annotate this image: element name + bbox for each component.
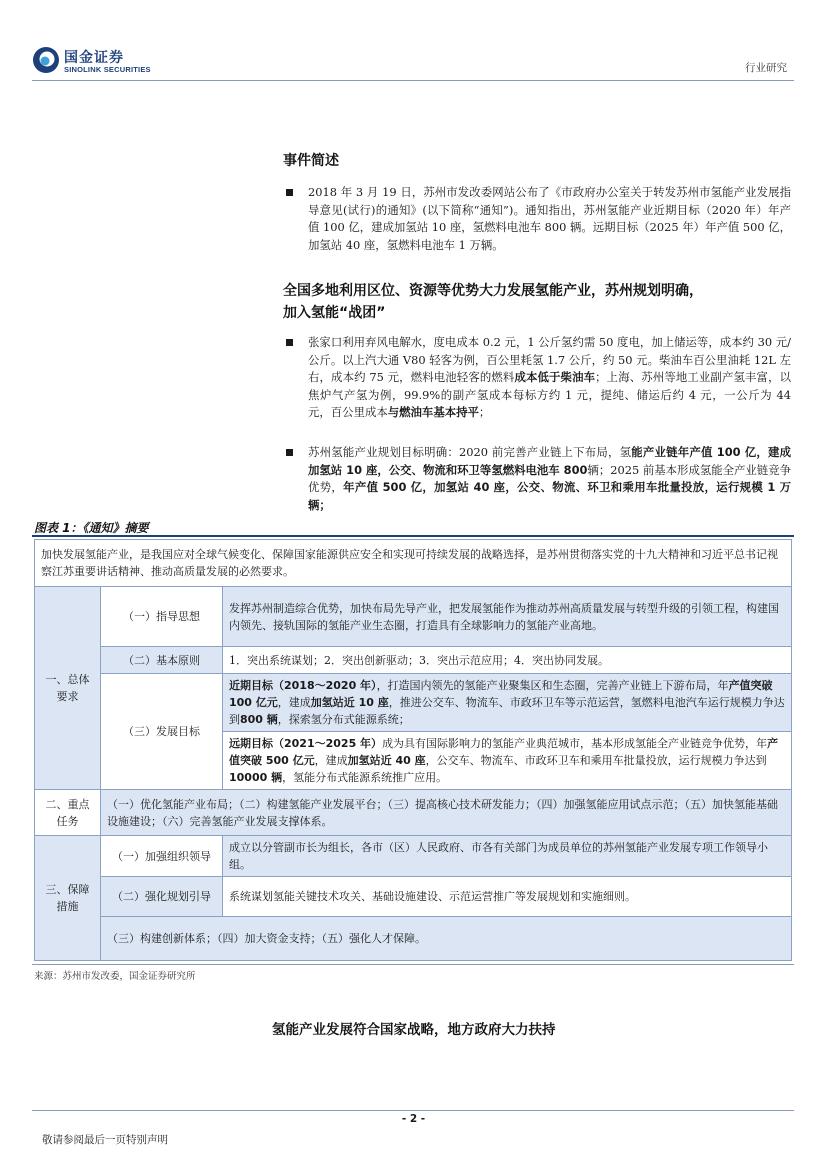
cost-bullet — [286, 334, 791, 422]
key-tasks-text: （一）优化氢能产业布局；（二）构建氢能产业发展平台；（三）提高核心技术研发能力；（四）加强氢能应用试点示范；（五）加快氢能基础设施建设；（六）完善氢能产业发展支撑体系。 — [101, 790, 792, 836]
far-text-1: 成为具有国际影响力的氢能产业典范城市，基本形成氢能全产业链竞争优势，年 — [382, 737, 768, 750]
page-number: - 2 - — [401, 1113, 426, 1125]
disclaimer-note: 敬请参阅最后一页特别声明 — [42, 1134, 168, 1146]
organization-leadership-label: （一）加强组织领导 — [101, 836, 223, 877]
table-bottom-rule — [32, 964, 794, 965]
near-bold-1: 近期目标（2018～2020 年） — [229, 679, 377, 692]
logo-english-name: SINOLINK SECURITIES — [64, 65, 151, 74]
other-safeguards-text: （三）构建创新体系；（四）加大资金支持；（五）强化人才保障。 — [101, 917, 792, 961]
category-safeguards: 三、保障措施 — [35, 836, 101, 961]
near-text-4: ，探索氢分布式能源系统； — [277, 713, 410, 726]
report-category: 行业研究 — [745, 62, 787, 74]
sinolink-logo-icon — [32, 46, 60, 74]
event-summary-title: 事件简述 — [283, 153, 339, 169]
basic-principles-text: 1．突出系统谋划；2．突出创新驱动；3．突出示范应用；4．突出协同发展。 — [223, 647, 792, 674]
near-bold-3: 加氢站近 10 座 — [310, 696, 389, 709]
square-bullet-icon — [286, 449, 293, 456]
table-row — [35, 674, 792, 732]
near-text-2: ，建成 — [277, 696, 311, 709]
section-heading-line2: 加入氢能“战团” — [283, 305, 386, 321]
planning-guidance-text: 系统谋划氢能关键技术攻关、基础设施建设、示范运营推广等发展规划和实施细则。 — [223, 877, 792, 917]
table-row — [35, 587, 792, 647]
event-bullet — [286, 184, 791, 254]
square-bullet-icon — [286, 189, 293, 196]
far-bold-4: 10000 辆 — [229, 771, 283, 784]
cost-bold-1: 成本低于柴油车 — [514, 370, 596, 385]
near-text-1: ，打造国内领先的氢能产业聚集区和生态圈，完善产业链上下游布局，年 — [376, 679, 729, 692]
category-general-requirements: 一、总体要求 — [35, 587, 101, 790]
cost-bold-2: 与燃油车基本持平 — [387, 405, 479, 420]
table-row — [35, 917, 792, 961]
table-row — [35, 540, 792, 587]
near-text-3: ，推进公交车、物流车、市政环卫车等示范运营，氢燃料电池汽车运行规模力争达到 — [229, 696, 785, 726]
far-text-3: ，公交车、物流车、市政环卫车和乘用车批量投放，运行规模力争达到 — [425, 754, 767, 767]
figure-title: 图表 1：《通知》摘要 — [34, 521, 149, 535]
near-bold-2: 产值突破 100 亿元 — [229, 679, 773, 709]
section-heading — [283, 280, 793, 324]
cost-text-1: 张家口利用弃风电解水，度电成本 0.2 元，1 公斤氢约需 50 度电，加上储运等，成本约 30 元/公斤。以上汽大通 V80 轻客为例，百公里耗氢 1.7 公斤，约 50 元。柴油车百公里油耗 12L 左右，成本约 75 元，燃料电池轻客的燃料 — [308, 335, 791, 385]
plan-text-1: 苏州氢能产业规划目标明确：2020 前完善产业链上下布局，氢 — [308, 445, 632, 459]
basic-principles-label: （二）基本原则 — [101, 647, 223, 674]
cost-bullet-text — [308, 334, 791, 422]
table-row — [35, 877, 792, 917]
far-bold-1: 远期目标（2021～2025 年） — [229, 737, 383, 750]
organization-leadership-text: 成立以分管副市长为组长，各市（区）人民政府、市各有关部门为成员单位的苏州氢能产业发展专项工作领导小组。 — [223, 836, 792, 877]
company-logo — [32, 46, 162, 76]
near-term-goal-text — [223, 674, 792, 732]
far-bold-2: 产值突破 500 亿元 — [229, 737, 779, 767]
intro-cell: 加快发展氢能产业，是我国应对全球气候变化、保障国家能源供应安全和实现可持续发展的战略选择，是苏州贯彻落实党的十九大精神和习近平总书记视察江苏重要讲话精神、推动高质量发展的必然要求。 — [35, 540, 792, 587]
figure-source: 来源：苏州市发改委，国金证券研究所 — [34, 971, 196, 982]
cost-text-3: ； — [478, 405, 491, 420]
cost-text-2: ；上海、苏州等地工业副产氢丰富，以焦炉气产氢为例，99.9%的副产氢成本每标方约 1 元，提纯、储运后约 4 元，一公斤为 44 元，百公里成本 — [308, 370, 791, 420]
planning-guidance-label: （二）强化规划引导 — [101, 877, 223, 917]
far-bold-3: 加氢站近 40 座 — [347, 754, 426, 767]
plan-bullet — [286, 444, 791, 514]
section-heading-line1: 全国多地利用区位、资源等优势大力发展氢能产业，苏州规划明确， — [283, 283, 703, 299]
header-divider — [32, 80, 794, 81]
figure-title-rule — [32, 535, 794, 537]
table-row — [35, 836, 792, 877]
long-term-goal-text — [223, 732, 792, 790]
notice-summary-table — [34, 539, 792, 961]
plan-text-2: 辆；2025 前基本形成氢能全产业链竞争优势， — [308, 462, 791, 495]
far-text-2: ，建成 — [314, 754, 348, 767]
plan-bold-2: 年产值 500 亿，加氢站 40 座，公交、物流、环卫和乘用车批量投放，运行规模 1 万辆； — [308, 480, 791, 512]
guiding-ideology-text: 发挥苏州制造综合优势，加快布局先导产业，把发展氢能作为推动苏州高质量发展与转型升级的引领工程，构建国内领先、接轨国际的氢能产业生态圈，打造具有全球影响力的氢能产业高地。 — [223, 587, 792, 647]
table-row — [35, 790, 792, 836]
plan-bullet-text — [308, 444, 791, 514]
table-row — [35, 647, 792, 674]
page-header — [0, 0, 827, 82]
square-bullet-icon — [286, 339, 293, 346]
category-key-tasks: 二、重点任务 — [35, 790, 101, 836]
footer-divider — [32, 1110, 794, 1111]
far-text-4: ，氢能分布式能源系统推广应用。 — [282, 771, 448, 784]
section-heading-national-strategy: 氢能产业发展符合国家战略，地方政府大力扶持 — [272, 1022, 556, 1038]
near-bold-4: 800 辆 — [240, 713, 278, 726]
guiding-ideology-label: （一）指导思想 — [101, 587, 223, 647]
development-goals-label: （三）发展目标 — [101, 674, 223, 790]
logo-chinese-name: 国金证券 — [64, 50, 124, 66]
plan-bold-1: 能产业链年产值 100 亿，建成加氢站 10 座，公交、物流和环卫等氢燃料电池车 800 — [308, 445, 791, 477]
event-bullet-text: 2018 年 3 月 19 日，苏州市发改委网站公布了《市政府办公室关于转发苏州市氢能产业发展指导意见(试行)的通知》(以下简称“通知”)。通知指出，苏州氢能产业近期目标（2020 年）年产值 100 亿，建成加氢站 10 座，氢燃料电池车 800 辆。远期目标（2025 年）年产值 500 亿，加氢站 40 座，氢燃料电池车 1 万辆。 — [308, 185, 792, 252]
